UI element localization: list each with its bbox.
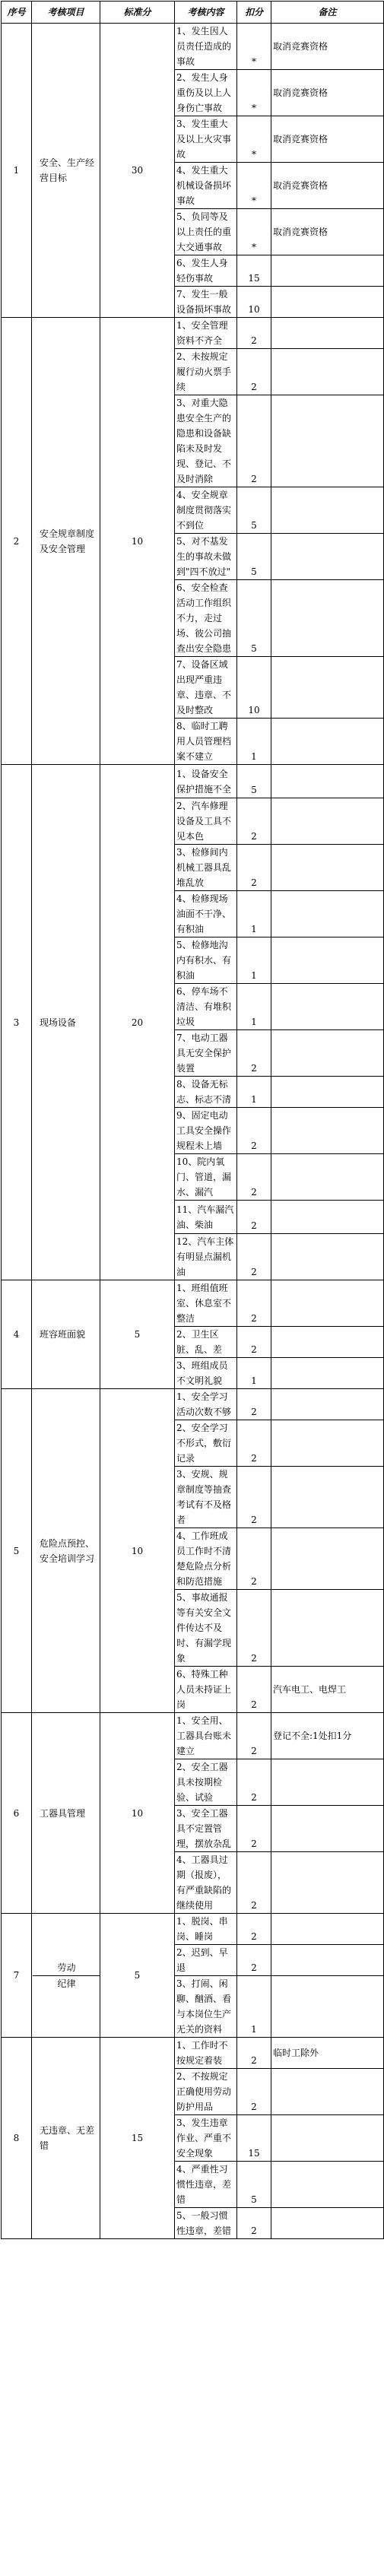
item-remark: [271, 719, 384, 765]
item-deduction: 2: [237, 1667, 271, 1713]
section-project: 工器具管理: [32, 1713, 100, 1914]
table-row: [2, 24, 384, 70]
header-score: 扣分: [237, 2, 271, 24]
item-remark: 取消竞赛资格: [271, 163, 384, 209]
item-deduction: *: [237, 163, 271, 209]
item-deduction: 5: [237, 765, 271, 798]
item-remark: [271, 580, 384, 657]
item-deduction: 2: [237, 1590, 271, 1667]
item-content: 11、汽车漏汽油、柴油: [175, 1201, 237, 1234]
item-deduction: 2: [237, 1154, 271, 1201]
item-remark: [271, 798, 384, 845]
table-row: [2, 1389, 384, 1420]
section-project: 班容班面貌: [32, 1280, 100, 1389]
item-deduction: 2: [237, 1280, 271, 1327]
header-remark: 备注: [271, 2, 384, 24]
item-remark: 汽车电工、电焊工: [271, 1667, 384, 1713]
item-remark: 取消竞赛资格: [271, 209, 384, 255]
section-project: 安全、生产经营目标: [32, 24, 100, 318]
item-remark: [271, 1759, 384, 1806]
item-remark: [271, 1154, 384, 1201]
item-content: 6、安全检查活动工作组织不力，走过场、彼公司抽查出安全隐患: [175, 580, 237, 657]
item-remark: [271, 1201, 384, 1234]
item-content: 3、检修间内机械工器具乱堆乱放: [175, 845, 237, 891]
item-remark: [271, 255, 384, 287]
table-row: [2, 1280, 384, 1327]
section-number: 3: [2, 765, 32, 1280]
item-deduction: 5: [237, 534, 271, 580]
item-content: 5、对不基发生的事故未做到"四不放过": [175, 534, 237, 580]
item-remark: [271, 1077, 384, 1108]
section-standard-score: 20: [100, 765, 175, 1280]
item-remark: [271, 891, 384, 937]
section-number: 5: [2, 1389, 32, 1713]
section-project: [32, 1914, 100, 2038]
item-remark: 临时工除外: [271, 2038, 384, 2069]
item-remark: [271, 2162, 384, 2208]
item-remark: 取消竞赛资格: [271, 70, 384, 116]
item-content: 5、检修地沟内有积水、有积油: [175, 937, 237, 984]
item-deduction: 2: [237, 1467, 271, 1528]
item-remark: [271, 1852, 384, 1914]
section-number: 6: [2, 1713, 32, 1914]
item-content: 7、发生一般设备损坏事故: [175, 287, 237, 318]
section-standard-score: 10: [100, 1389, 175, 1713]
item-deduction: 2: [237, 1914, 271, 1945]
item-remark: [271, 1280, 384, 1327]
item-content: 2、卫生区脏、乱、差: [175, 1327, 237, 1358]
item-remark: [271, 1976, 384, 2038]
item-content: 5、事故通报等有关安全文件传达不及时、有漏学现象: [175, 1590, 237, 1667]
section-number: 4: [2, 1280, 32, 1389]
header-project: 考核项目: [32, 2, 100, 24]
item-remark: [271, 1528, 384, 1590]
section-standard-score: 5: [100, 1914, 175, 2038]
item-remark: [271, 1234, 384, 1280]
table-row: [2, 1914, 384, 1945]
assessment-table: [1, 1, 384, 2239]
item-content: 2、汽车修理设备及工具不见本色: [175, 798, 237, 845]
item-deduction: 1: [237, 891, 271, 937]
item-content: 2、未按规定履行动火票手续: [175, 349, 237, 395]
item-deduction: 15: [237, 2115, 271, 2162]
item-deduction: 2: [237, 318, 271, 349]
item-deduction: 1: [237, 1077, 271, 1108]
item-deduction: 1: [237, 984, 271, 1030]
item-content: 4、严重性习惯性违章，差错: [175, 2162, 237, 2208]
item-content: 4、工器具过期（报废），有严重缺陷的继续使用: [175, 1852, 237, 1914]
item-remark: [271, 937, 384, 984]
item-content: 9、固定电动工具安全操作规程未上墙: [175, 1108, 237, 1154]
item-deduction: 2: [237, 845, 271, 891]
item-remark: [271, 2208, 384, 2239]
item-content: 2、安全学习不形式，敷衍记录: [175, 1420, 237, 1467]
item-content: 4、安全规章制度贯彻落实不到位: [175, 487, 237, 534]
item-remark: [271, 487, 384, 534]
item-deduction: 2: [237, 1713, 271, 1759]
item-deduction: 2: [237, 1201, 271, 1234]
item-deduction: 5: [237, 2162, 271, 2208]
item-content: 3、对重大隐患安全生产的隐患和设备缺陷未及时发现、登记、不及时消除: [175, 395, 237, 487]
item-deduction: 2: [237, 395, 271, 487]
table-row: [2, 1713, 384, 1759]
item-deduction: 2: [237, 349, 271, 395]
item-remark: [271, 765, 384, 798]
section-number: 8: [2, 2038, 32, 2239]
item-content: 7、设备区域出现严重违章、违章、不及时整改: [175, 657, 237, 719]
item-content: 1、安全管理资料不齐全: [175, 318, 237, 349]
item-content: 1、发生因人员责任造成的事故: [175, 24, 237, 70]
item-remark: [271, 287, 384, 318]
table-row: [2, 318, 384, 349]
item-deduction: 1: [237, 1358, 271, 1389]
item-content: 8、设备无标志、标志不清: [175, 1077, 237, 1108]
item-deduction: 2: [237, 1852, 271, 1914]
item-content: 1、工作时不按规定着装: [175, 2038, 237, 2069]
item-deduction: 2: [237, 1030, 271, 1077]
item-deduction: 2: [237, 1945, 271, 1976]
item-content: 3、发生违章作业、严重不安全现象: [175, 2115, 237, 2162]
item-deduction: *: [237, 209, 271, 255]
item-remark: [271, 395, 384, 487]
header-content: 考核内容: [175, 2, 237, 24]
item-remark: [271, 2115, 384, 2162]
item-remark: 取消竞赛资格: [271, 24, 384, 70]
item-deduction: 1: [237, 1976, 271, 2038]
item-deduction: 2: [237, 1528, 271, 1590]
item-content: 4、检修现场油面不干净、有积油: [175, 891, 237, 937]
item-content: 3、安全工器具不定置管理，摆放杂乱: [175, 1806, 237, 1852]
item-remark: [271, 1327, 384, 1358]
item-remark: [271, 1389, 384, 1420]
item-deduction: 2: [237, 1420, 271, 1467]
section-project-part: 劳动: [33, 1960, 100, 1976]
item-deduction: 2: [237, 1327, 271, 1358]
item-deduction: 2: [237, 1806, 271, 1852]
item-remark: [271, 2069, 384, 2115]
section-standard-score: 10: [100, 1713, 175, 1914]
item-deduction: *: [237, 24, 271, 70]
item-remark: [271, 1806, 384, 1852]
section-standard-score: 5: [100, 1280, 175, 1389]
item-content: 7、电动工器具无安全保护装置: [175, 1030, 237, 1077]
item-remark: [271, 1590, 384, 1667]
item-remark: [271, 657, 384, 719]
item-content: 6、发生人身轻伤事故: [175, 255, 237, 287]
header-row: [2, 2, 384, 24]
section-project: 无违章、无差错: [32, 2038, 100, 2239]
item-deduction: 10: [237, 287, 271, 318]
item-deduction: 2: [237, 2069, 271, 2115]
item-deduction: 2: [237, 798, 271, 845]
item-content: 3、安规、规章制度等抽查考试有不及格者: [175, 1467, 237, 1528]
section-project: 安全规章制度及安全管理: [32, 318, 100, 765]
section-number: 2: [2, 318, 32, 765]
item-remark: [271, 1358, 384, 1389]
item-deduction: 5: [237, 487, 271, 534]
item-deduction: 5: [237, 580, 271, 657]
item-deduction: 15: [237, 255, 271, 287]
item-deduction: 2: [237, 1389, 271, 1420]
item-remark: 取消竞赛资格: [271, 116, 384, 163]
item-content: 10、院内氧门、管道，漏水、漏汽: [175, 1154, 237, 1201]
item-remark: [271, 318, 384, 349]
item-deduction: 1: [237, 719, 271, 765]
item-deduction: 10: [237, 657, 271, 719]
item-remark: 登记不全:1处扣1分: [271, 1713, 384, 1759]
item-deduction: *: [237, 70, 271, 116]
item-remark: [271, 1420, 384, 1467]
item-content: 1、安全学习活动次数不够: [175, 1389, 237, 1420]
item-content: 1、安全用、工器具台账未建立: [175, 1713, 237, 1759]
item-remark: [271, 349, 384, 395]
section-number: 7: [2, 1914, 32, 2038]
item-deduction: 2: [237, 2208, 271, 2239]
item-remark: [271, 1108, 384, 1154]
section-standard-score: 10: [100, 318, 175, 765]
item-remark: [271, 1945, 384, 1976]
item-remark: [271, 845, 384, 891]
item-deduction: 2: [237, 1234, 271, 1280]
header-standard: 标准分: [100, 2, 175, 24]
item-content: 3、发生重大及以上火灾事故: [175, 116, 237, 163]
section-standard-score: 15: [100, 2038, 175, 2239]
item-content: 1、脱岗、串岗、睡岗: [175, 1914, 237, 1945]
item-remark: [271, 1030, 384, 1077]
item-content: 5、一般习惯性违章，差错: [175, 2208, 237, 2239]
item-content: 3、班组成员不文明礼貌: [175, 1358, 237, 1389]
item-remark: [271, 1467, 384, 1528]
table-body: [2, 24, 384, 2239]
item-content: 6、停车场不清洁、有堆积垃圾: [175, 984, 237, 1030]
item-content: 5、负同等及以上责任的重大交通事故: [175, 209, 237, 255]
section-standard-score: 30: [100, 24, 175, 318]
item-content: 3、打闹、闲聊、酗酒、看与本岗位生产无关的资料: [175, 1976, 237, 2038]
table-row: [2, 2038, 384, 2069]
item-deduction: 2: [237, 2038, 271, 2069]
item-content: 2、迟到、早退: [175, 1945, 237, 1976]
item-content: 12、汽车主体有明显点漏机油: [175, 1234, 237, 1280]
item-remark: [271, 984, 384, 1030]
item-remark: [271, 534, 384, 580]
item-content: 4、工作班成员工作时不清楚危险点分析和防范措施: [175, 1528, 237, 1590]
item-content: 4、发生重大机械设备损坏事故: [175, 163, 237, 209]
header-seq: 序号: [2, 2, 32, 24]
item-content: 2、发生人身重伤及以上人身伤亡事故: [175, 70, 237, 116]
item-deduction: 2: [237, 1108, 271, 1154]
section-project: 危险点预控、安全培训学习: [32, 1389, 100, 1713]
item-deduction: 1: [237, 937, 271, 984]
item-content: 1、设备安全保护措施不全: [175, 765, 237, 798]
section-number: 1: [2, 24, 32, 318]
item-content: 2、不按规定正确使用劳动防护用品: [175, 2069, 237, 2115]
item-deduction: 2: [237, 1759, 271, 1806]
item-content: 6、特殊工种人员未持证上岗: [175, 1667, 237, 1713]
item-deduction: *: [237, 116, 271, 163]
section-project: 现场设备: [32, 765, 100, 1280]
item-content: 8、临时工聘用人员管理档案不建立: [175, 719, 237, 765]
item-content: 2、安全工器具未按期检验、试验: [175, 1759, 237, 1806]
item-content: 1、班组值班室、休息室不整洁: [175, 1280, 237, 1327]
section-project-part: 纪律: [57, 1978, 76, 1989]
table-row: [2, 765, 384, 798]
item-remark: [271, 1914, 384, 1945]
